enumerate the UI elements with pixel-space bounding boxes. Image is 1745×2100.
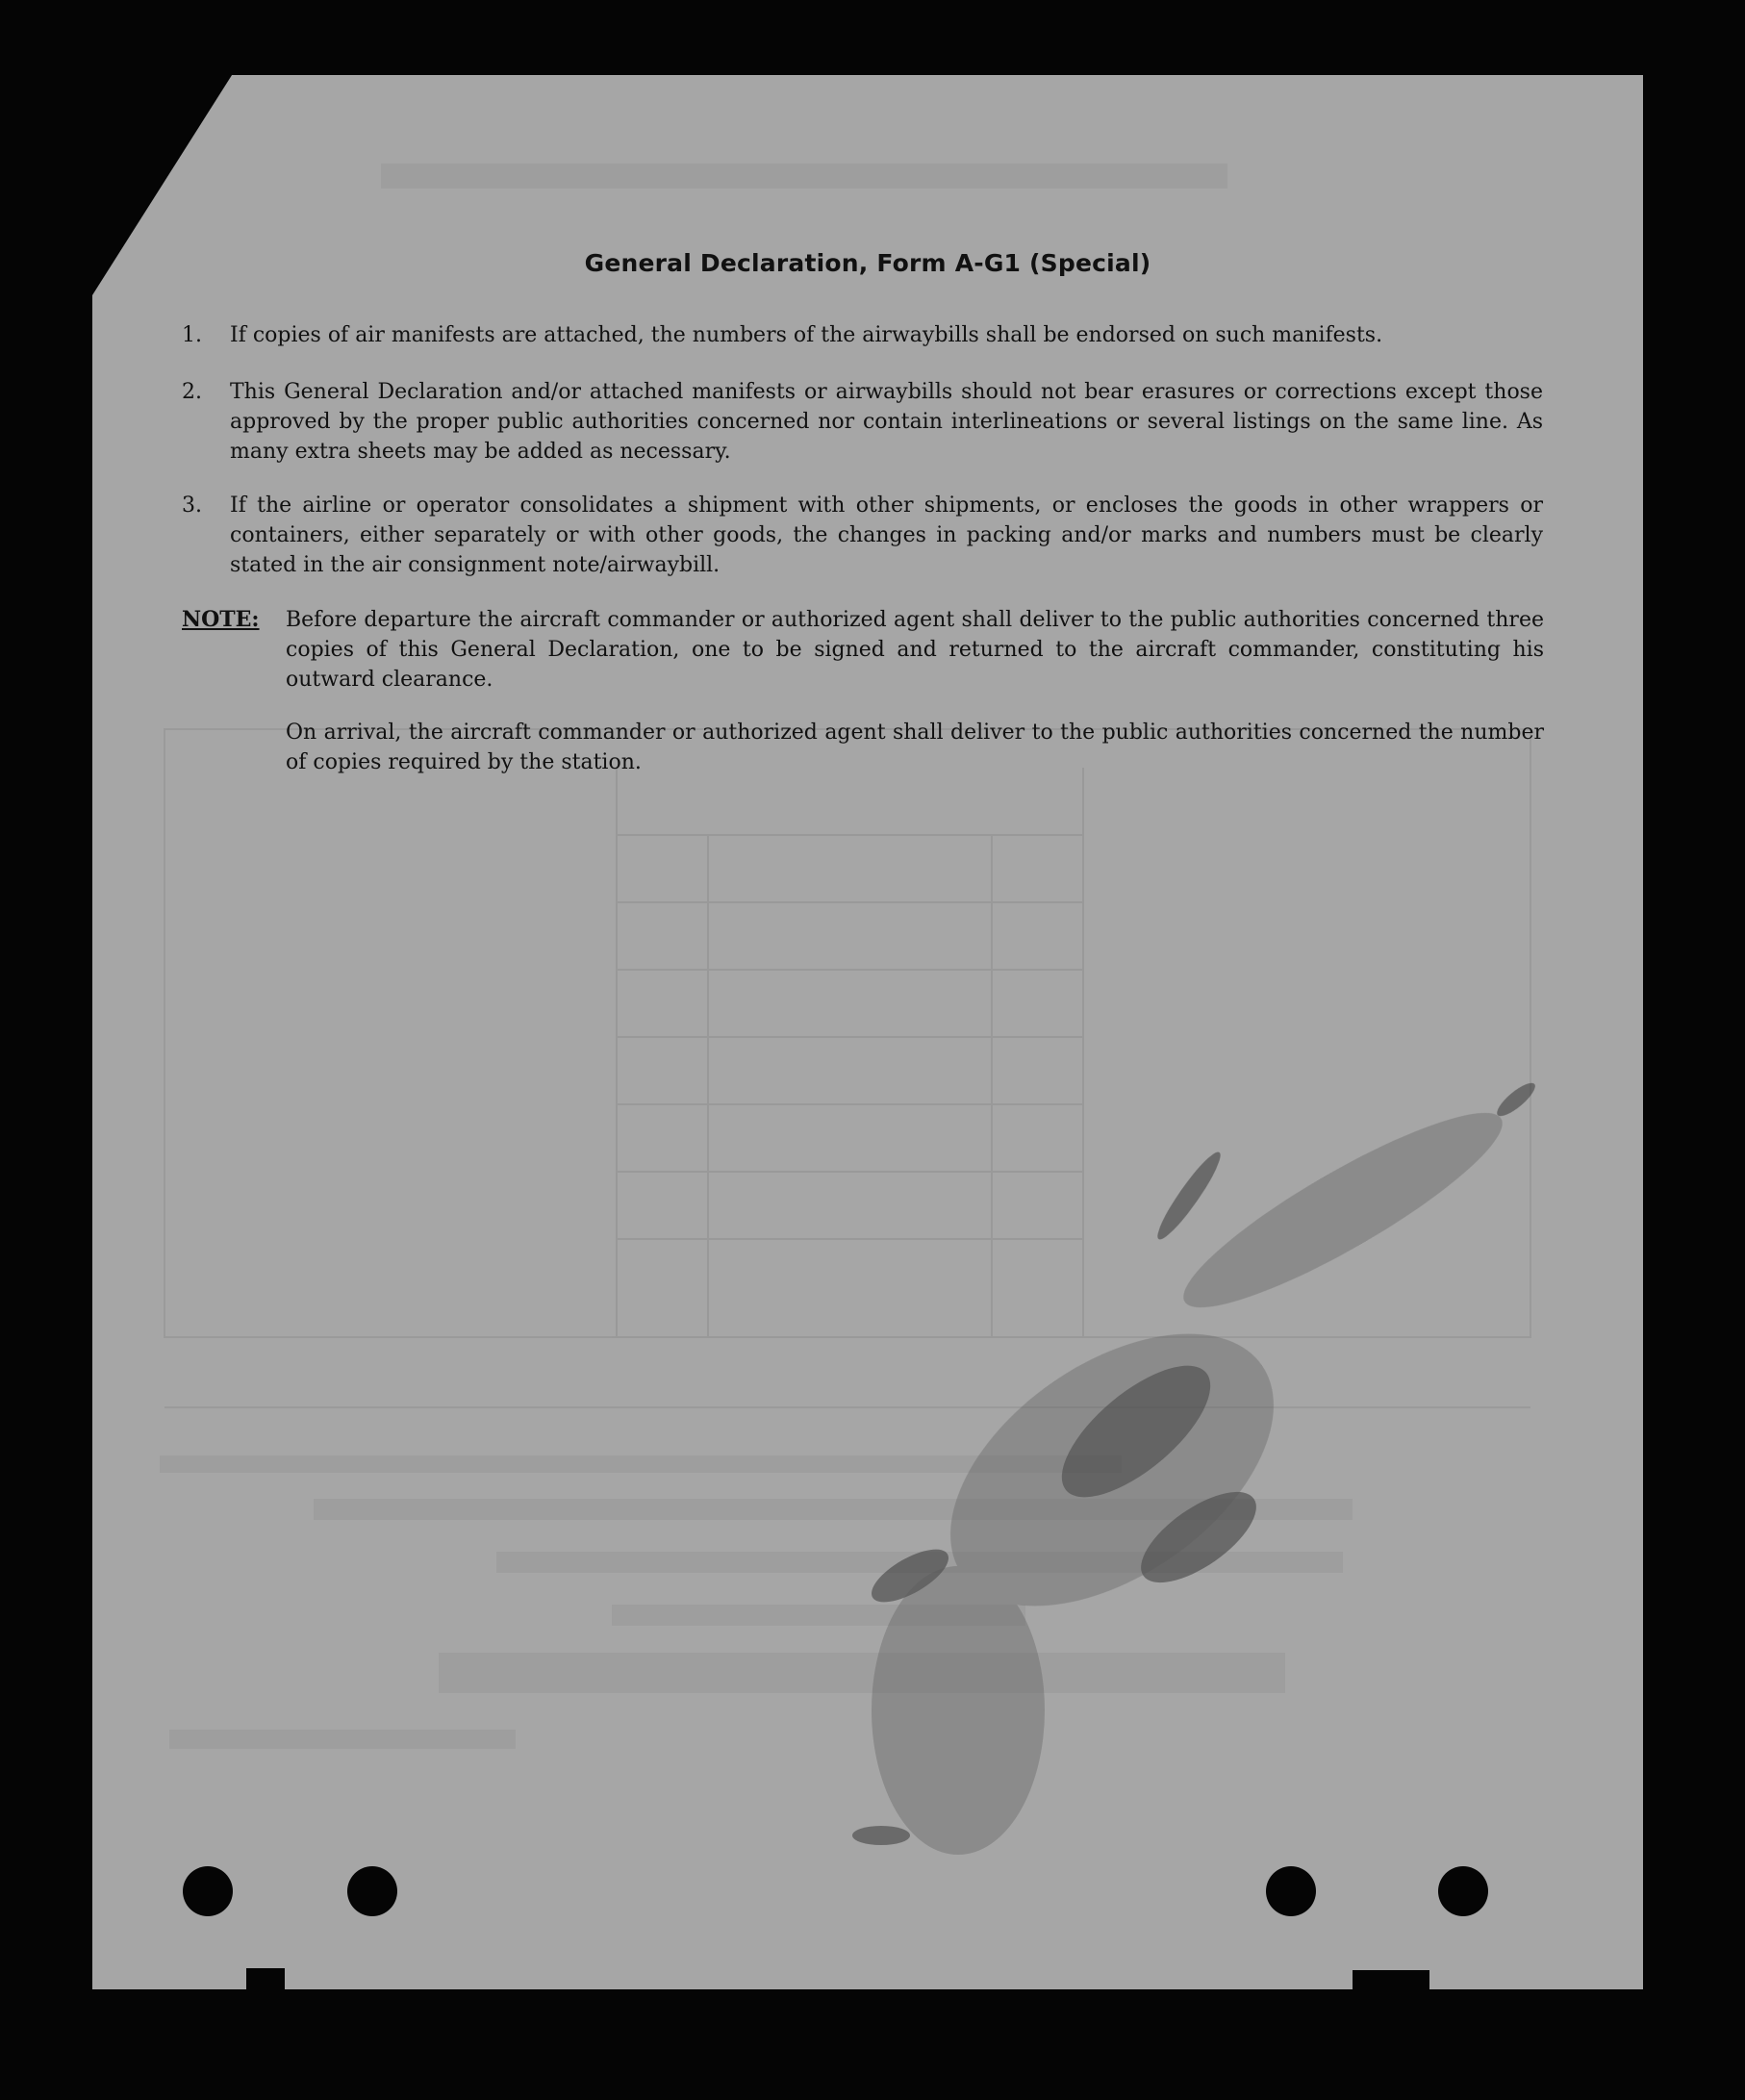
note-label: NOTE: [182, 607, 260, 632]
punch-hole [347, 1866, 397, 1916]
item-number: 3. [182, 493, 202, 518]
item-text: If copies of air manifests are attached, the numbers of the airwaybills shall be endorsed on such manifests. [230, 323, 1383, 347]
punch-hole [1266, 1866, 1316, 1916]
note-paragraph-1: Before departure the aircraft commander or authorized agent shall deliver to the public authorities concerned three copies of this General Declaration, one to be signed and returned to the aircraft commander, constituting his outward clearance. [286, 608, 1544, 692]
item-text: This General Declaration and/or attached manifests or airwaybills should not bear erasures or corrections except those approved by the proper public authorities concerned nor contain interlineations or several listings on the same line. As many extra sheets may be added as necessary. [230, 380, 1543, 464]
item-number: 2. [182, 380, 202, 404]
item-text: If the airline or operator consolidates a shipment with other shipments, or encloses the goods in other wrappers or containers, either separately or with other goods, the changes in packing and/or marks and numbers must be clearly stated in the air consignment note/airwaybill. [230, 493, 1543, 577]
note-paragraph-2: On arrival, the aircraft commander or authorized agent shall deliver to the public authorities concerned the number of copies required by the station. [286, 721, 1544, 774]
item-number: 1. [182, 323, 202, 347]
declaration-page [92, 75, 1643, 1989]
punch-hole [1438, 1866, 1488, 1916]
punch-hole [183, 1866, 233, 1916]
document-title: General Declaration, Form A-G1 (Special) [584, 249, 1151, 277]
